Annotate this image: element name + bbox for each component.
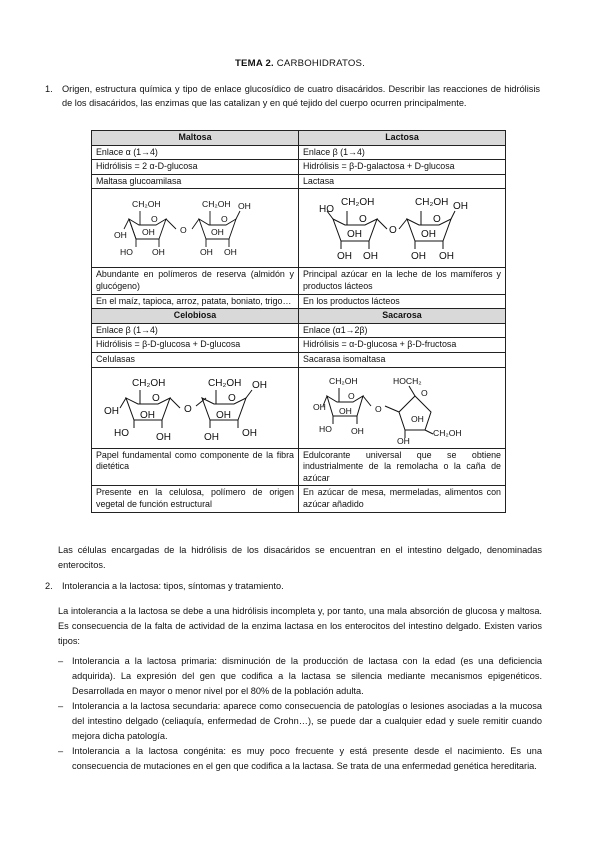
oh-label: OH <box>211 227 224 238</box>
ring-oxygen: O <box>433 214 441 226</box>
oh-label: OH <box>421 229 436 241</box>
glycosidic-oxygen: O <box>184 403 192 415</box>
cellobiose-structure-diagram <box>92 368 298 448</box>
header-maltosa: Maltosa <box>92 131 299 146</box>
intro-paragraph: La intolerancia a la lactosa se debe a una hidrólisis incompleta y, por tanto, una mala absorción de glucosa y maltosa. Es consecuencia de la falta de actividad de la enzima lactasa en los enterocitos del intestino delgado. Existen varios tipos: <box>58 606 542 646</box>
lactosa-fuente: En los productos lácteos <box>299 294 506 309</box>
oh-label: OH <box>347 229 362 241</box>
maltosa-origen: Abundante en polímeros de reserva (almidón y glucógeno) <box>92 268 299 294</box>
bullet-text: Intolerancia a la lactosa primaria: disminución de la producción de lactasa con la edad (es una deficiencia adquirida). La expresión del gen que codifica a la lactasa se silencia mediante mecanismos epigenéticos. Desarrollada en mayor o menor nivel por el 80% de la población adulta. <box>72 656 542 696</box>
ch2oh-label: CH₂OH <box>132 199 161 210</box>
celobiosa-hidrolisis: Hidrólisis = β-D-glucosa + D-glucosa <box>92 338 299 353</box>
ring-oxygen: O <box>348 390 355 401</box>
disaccharides-table <box>91 130 506 513</box>
title-number: TEMA 2. <box>234 58 274 69</box>
maltose-structure-diagram <box>92 189 298 267</box>
sacarosa-enzima: Sacarasa isomaltasa <box>299 352 506 367</box>
ring-oxygen: O <box>151 214 158 225</box>
question-2-text: Intolerancia a la lactosa: tipos, síntomas y tratamiento. <box>62 581 284 591</box>
oh-label: OH <box>411 413 424 424</box>
sacarosa-fuente: En azúcar de mesa, mermeladas, alimentos con azúcar añadido <box>299 486 506 512</box>
oh-label: OH <box>453 201 468 213</box>
maltosa-hidrolisis: Hidrólisis = 2 α-D-glucosa <box>92 160 299 175</box>
ch2oh-label: CH₂OH <box>341 197 375 209</box>
maltosa-structure-cell <box>92 189 299 268</box>
ring-oxygen: O <box>221 214 228 225</box>
celobiosa-enlace: Enlace β (1→4) <box>92 323 299 338</box>
after-table-paragraph: Las células encargadas de la hidrólisis de los disacáridos se encuentran en el intestino delgado, denominadas enterocitos. <box>58 545 542 570</box>
question-2 <box>45 581 284 591</box>
ring-oxygen: O <box>152 392 160 404</box>
lactosa-hidrolisis: Hidrólisis = β-D-galactosa + D-glucosa <box>299 160 506 175</box>
question-2-number: 2. <box>45 581 53 591</box>
oh-label: OH <box>363 251 378 263</box>
oh-label: OH <box>204 431 219 443</box>
oh-label: OH <box>313 401 326 412</box>
celobiosa-enzima: Celulasas <box>92 352 299 367</box>
ho-label: HO <box>114 427 129 439</box>
bullet-dash: – <box>58 701 64 711</box>
bullet-text: Intolerancia a la lactosa secundaria: aparece como consecuencia de patologías o lesiones asociadas a la mucosa del intestino delgado (celiaquía, enfermedad de Crohn…), se puede dar a cualquier edad y suele remitir cuando mejora dicha patología. <box>72 701 542 741</box>
ch2oh-label: CH₂OH <box>132 377 166 389</box>
oh-label: OH <box>200 247 213 258</box>
ho-label: HO <box>319 423 332 434</box>
oh-label: OH <box>439 251 454 263</box>
ch2oh-label: CH₂OH <box>202 199 231 210</box>
oh-label: OH <box>242 427 257 439</box>
oh-label: OH <box>114 230 127 241</box>
ho-label: HO <box>120 247 133 258</box>
ring-oxygen: O <box>421 387 428 398</box>
ring-oxygen: O <box>359 214 367 226</box>
oh-label: OH <box>337 251 352 263</box>
oh-label: OH <box>224 247 237 258</box>
lactose-structure-diagram <box>299 189 505 267</box>
header-celobiosa: Celobiosa <box>92 309 299 324</box>
hoch2-label: HOCH₂ <box>393 375 422 386</box>
question-1-number: 1. <box>45 84 53 94</box>
celobiosa-structure-cell <box>92 367 299 448</box>
sacarosa-enlace: Enlace (α1→2β) <box>299 323 506 338</box>
oh-label: OH <box>140 409 155 421</box>
maltosa-enzima: Maltasa glucoamilasa <box>92 174 299 189</box>
ring-oxygen: O <box>228 392 236 404</box>
oh-label: OH <box>339 405 352 416</box>
celobiosa-origen: Papel fundamental como componente de la fibra dietética <box>92 448 299 486</box>
oh-label: OH <box>216 409 231 421</box>
oh-label: OH <box>152 247 165 258</box>
oh-label: OH <box>397 435 410 446</box>
celobiosa-fuente: Presente en la celulosa, polímero de origen vegetal de función estructural <box>92 486 299 512</box>
ch2oh-label: CH₂OH <box>329 375 358 386</box>
glycosidic-oxygen: O <box>389 225 397 237</box>
lactosa-structure-cell <box>299 189 506 268</box>
bullet-text: Intolerancia a la lactosa congénita: es muy poco frecuente y está presente desde el nacimiento. Es una consecuencia de mutaciones en el gen que codifica a la lactasa. Se trata de una enfermedad genética hereditaria. <box>72 746 542 771</box>
sucrose-structure-diagram <box>299 368 505 448</box>
header-lactosa: Lactosa <box>299 131 506 146</box>
bullet-item <box>58 699 542 743</box>
bullet-item <box>58 654 542 698</box>
page-title <box>0 58 600 69</box>
title-text: CARBOHIDRATOS. <box>273 58 366 69</box>
maltosa-fuente: En el maíz, tapioca, arroz, patata, boniato, trigo… <box>92 294 299 309</box>
bullet-item <box>58 744 542 774</box>
oh-label: OH <box>351 425 364 436</box>
header-sacarosa: Sacarosa <box>299 309 506 324</box>
sacarosa-origen: Edulcorante universal que se obtiene industrialmente de la remolacha o la caña de azúcar <box>299 448 506 486</box>
question-1 <box>45 82 540 110</box>
bullet-dash: – <box>58 746 64 756</box>
oh-label: OH <box>104 405 119 417</box>
maltosa-enlace: Enlace α (1→4) <box>92 145 299 160</box>
lactosa-origen: Principal azúcar en la leche de los mamíferos y productos lácteos <box>299 268 506 294</box>
oh-label: OH <box>252 379 267 391</box>
sacarosa-structure-cell <box>299 367 506 448</box>
question-1-text: Origen, estructura química y tipo de enlace glucosídico de cuatro disacáridos. Describir las reacciones de hidrólisis de los disacáridos, las enzimas que las catalizan y en qué tejido del cuerpo ocurren principalmente. <box>62 84 540 109</box>
ho-label: HO <box>319 204 334 216</box>
lactosa-enlace: Enlace β (1→4) <box>299 145 506 160</box>
oh-label: OH <box>238 201 251 212</box>
ch2oh-label: CH₂OH <box>415 197 449 209</box>
oh-label: OH <box>156 431 171 443</box>
ch2oh-label: CH₂OH <box>433 427 462 438</box>
bullet-dash: – <box>58 656 64 666</box>
glycosidic-oxygen: O <box>180 225 187 236</box>
oh-label: OH <box>411 251 426 263</box>
sacarosa-hidrolisis: Hidrólisis = α-D-glucosa + β-D-fructosa <box>299 338 506 353</box>
lactosa-enzima: Lactasa <box>299 174 506 189</box>
glycosidic-oxygen: O <box>375 403 382 414</box>
oh-label: OH <box>142 227 155 238</box>
ch2oh-label: CH₂OH <box>208 377 242 389</box>
